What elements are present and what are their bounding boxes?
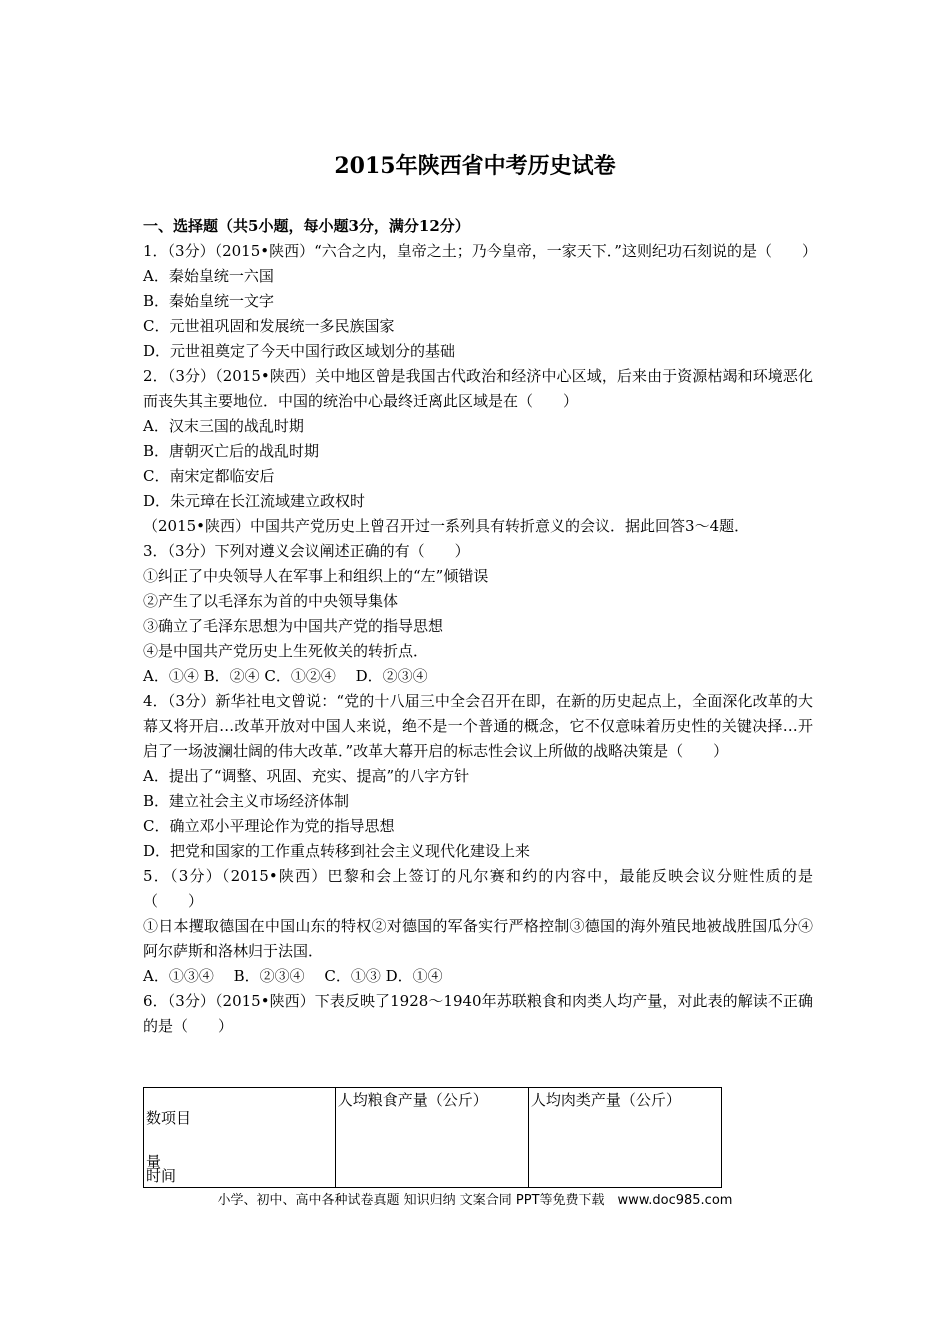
- question-1-option-b: B．秦始皇统一文字: [143, 292, 275, 310]
- table-header-grain: 人均粮食产量（公斤）: [335, 1088, 528, 1188]
- question-5-choices: A．①③④ B．②③④ C．①③ D．①④: [143, 967, 443, 985]
- table-header-meat: 人均肉类产量（公斤）: [528, 1088, 721, 1188]
- question-3-statement-4: ④是中国共产党历史上生死攸关的转折点．: [143, 642, 429, 660]
- question-2-option-b: B．唐朝灭亡后的战乱时期: [143, 442, 320, 460]
- table-header-diagonal-cell: [144, 1088, 336, 1188]
- question-1-option-a: A．秦始皇统一六国: [143, 267, 274, 285]
- question-4-option-c: C．确立邓小平理论作为党的指导思想: [143, 817, 395, 835]
- production-table: [143, 1087, 722, 1188]
- question-3-statement-2: ②产生了以毛泽东为首的中央领导集体: [143, 592, 399, 610]
- question-5-statements: ①日本攫取德国在中国山东的特权②对德国的军备实行严格控制③德国的海外殖民地被战胜国瓜分④阿尔萨斯和洛林归于法国．: [143, 917, 813, 960]
- question-4-option-b: B．建立社会主义市场经济体制: [143, 792, 350, 810]
- question-2-option-c: C．南宋定都临安后: [143, 467, 275, 485]
- question-2-option-a: A．汉末三国的战乱时期: [143, 417, 304, 435]
- question-3-choices: A．①④ B．②④ C．①②④ D．②③④: [143, 667, 428, 685]
- question-4-option-a: A．提出了“调整、巩固、充实、提高”的八字方针: [143, 767, 470, 785]
- question-6-stem: 6．（3分）（2015•陕西）下表反映了1928～1940年苏联粮食和肉类人均产量，对此表的解读不正确的是（ ）: [143, 992, 813, 1035]
- table-header-item-label: 数项目: [146, 1109, 192, 1127]
- table-header-time-label: 时间: [146, 1167, 177, 1185]
- question-1-stem: 1．（3分）（2015•陕西）“六合之内，皇帝之土；乃今皇帝，一家天下．”这则纪功石刻说的是（ ）: [143, 242, 817, 260]
- page-title: 2015年陕西省中考历史试卷: [334, 153, 616, 179]
- table-header-quantity-label: 量: [146, 1153, 162, 1171]
- question-4-option-d: D．把党和国家的工作重点转移到社会主义现代化建设上来: [143, 842, 531, 860]
- question-2-option-d: D．朱元璋在长江流域建立政权时: [143, 492, 366, 510]
- table-row: [144, 1088, 722, 1188]
- question-3-statement-3: ③确立了毛泽东思想为中国共产党的指导思想: [143, 617, 444, 635]
- question-group-intro: （2015•陕西）中国共产党历史上曾召开过一系列具有转折意义的会议．据此回答3～4题．: [143, 517, 750, 535]
- exam-content: [143, 214, 817, 1039]
- question-5-stem: 5．（3分）（2015•陕西）巴黎和会上签订的凡尔赛和约的内容中，最能反映会议分赃性质的是（ ）: [143, 867, 813, 910]
- section-heading: 一、选择题（共5小题，每小题3分，满分12分）: [143, 217, 470, 235]
- question-4-stem: 4．（3分）新华社电文曾说：“党的十八届三中全会召开在即，在新的历史起点上，全面深化改革的大幕又将开启…改革开放对中国人来说，绝不是一个普通的概念，它不仅意味着历史性的关键决择…开启了一场波澜壮阔的伟大改革．”改革大幕开启的标志性会议上所做的战略决策是（ ）: [143, 692, 813, 760]
- question-3-statement-1: ①纠正了中央领导人在军事上和组织上的“左”倾错误: [143, 567, 489, 585]
- page-footer: 小学、初中、高中各种试卷真题 知识归纳 文案合同 PPT等免费下载 www.doc985.com: [217, 1193, 733, 1208]
- question-1-option-c: C．元世祖巩固和发展统一多民族国家: [143, 317, 395, 335]
- question-2-stem: 2．（3分）（2015•陕西）关中地区曾是我国古代政治和经济中心区域，后来由于资源枯竭和环境恶化而丧失其主要地位．中国的统治中心最终迁离此区域是在（ ）: [143, 367, 813, 410]
- question-1-option-d: D．元世祖奠定了今天中国行政区域划分的基础: [143, 342, 456, 360]
- question-3-stem: 3．（3分）下列对遵义会议阐述正确的有（ ）: [143, 542, 470, 560]
